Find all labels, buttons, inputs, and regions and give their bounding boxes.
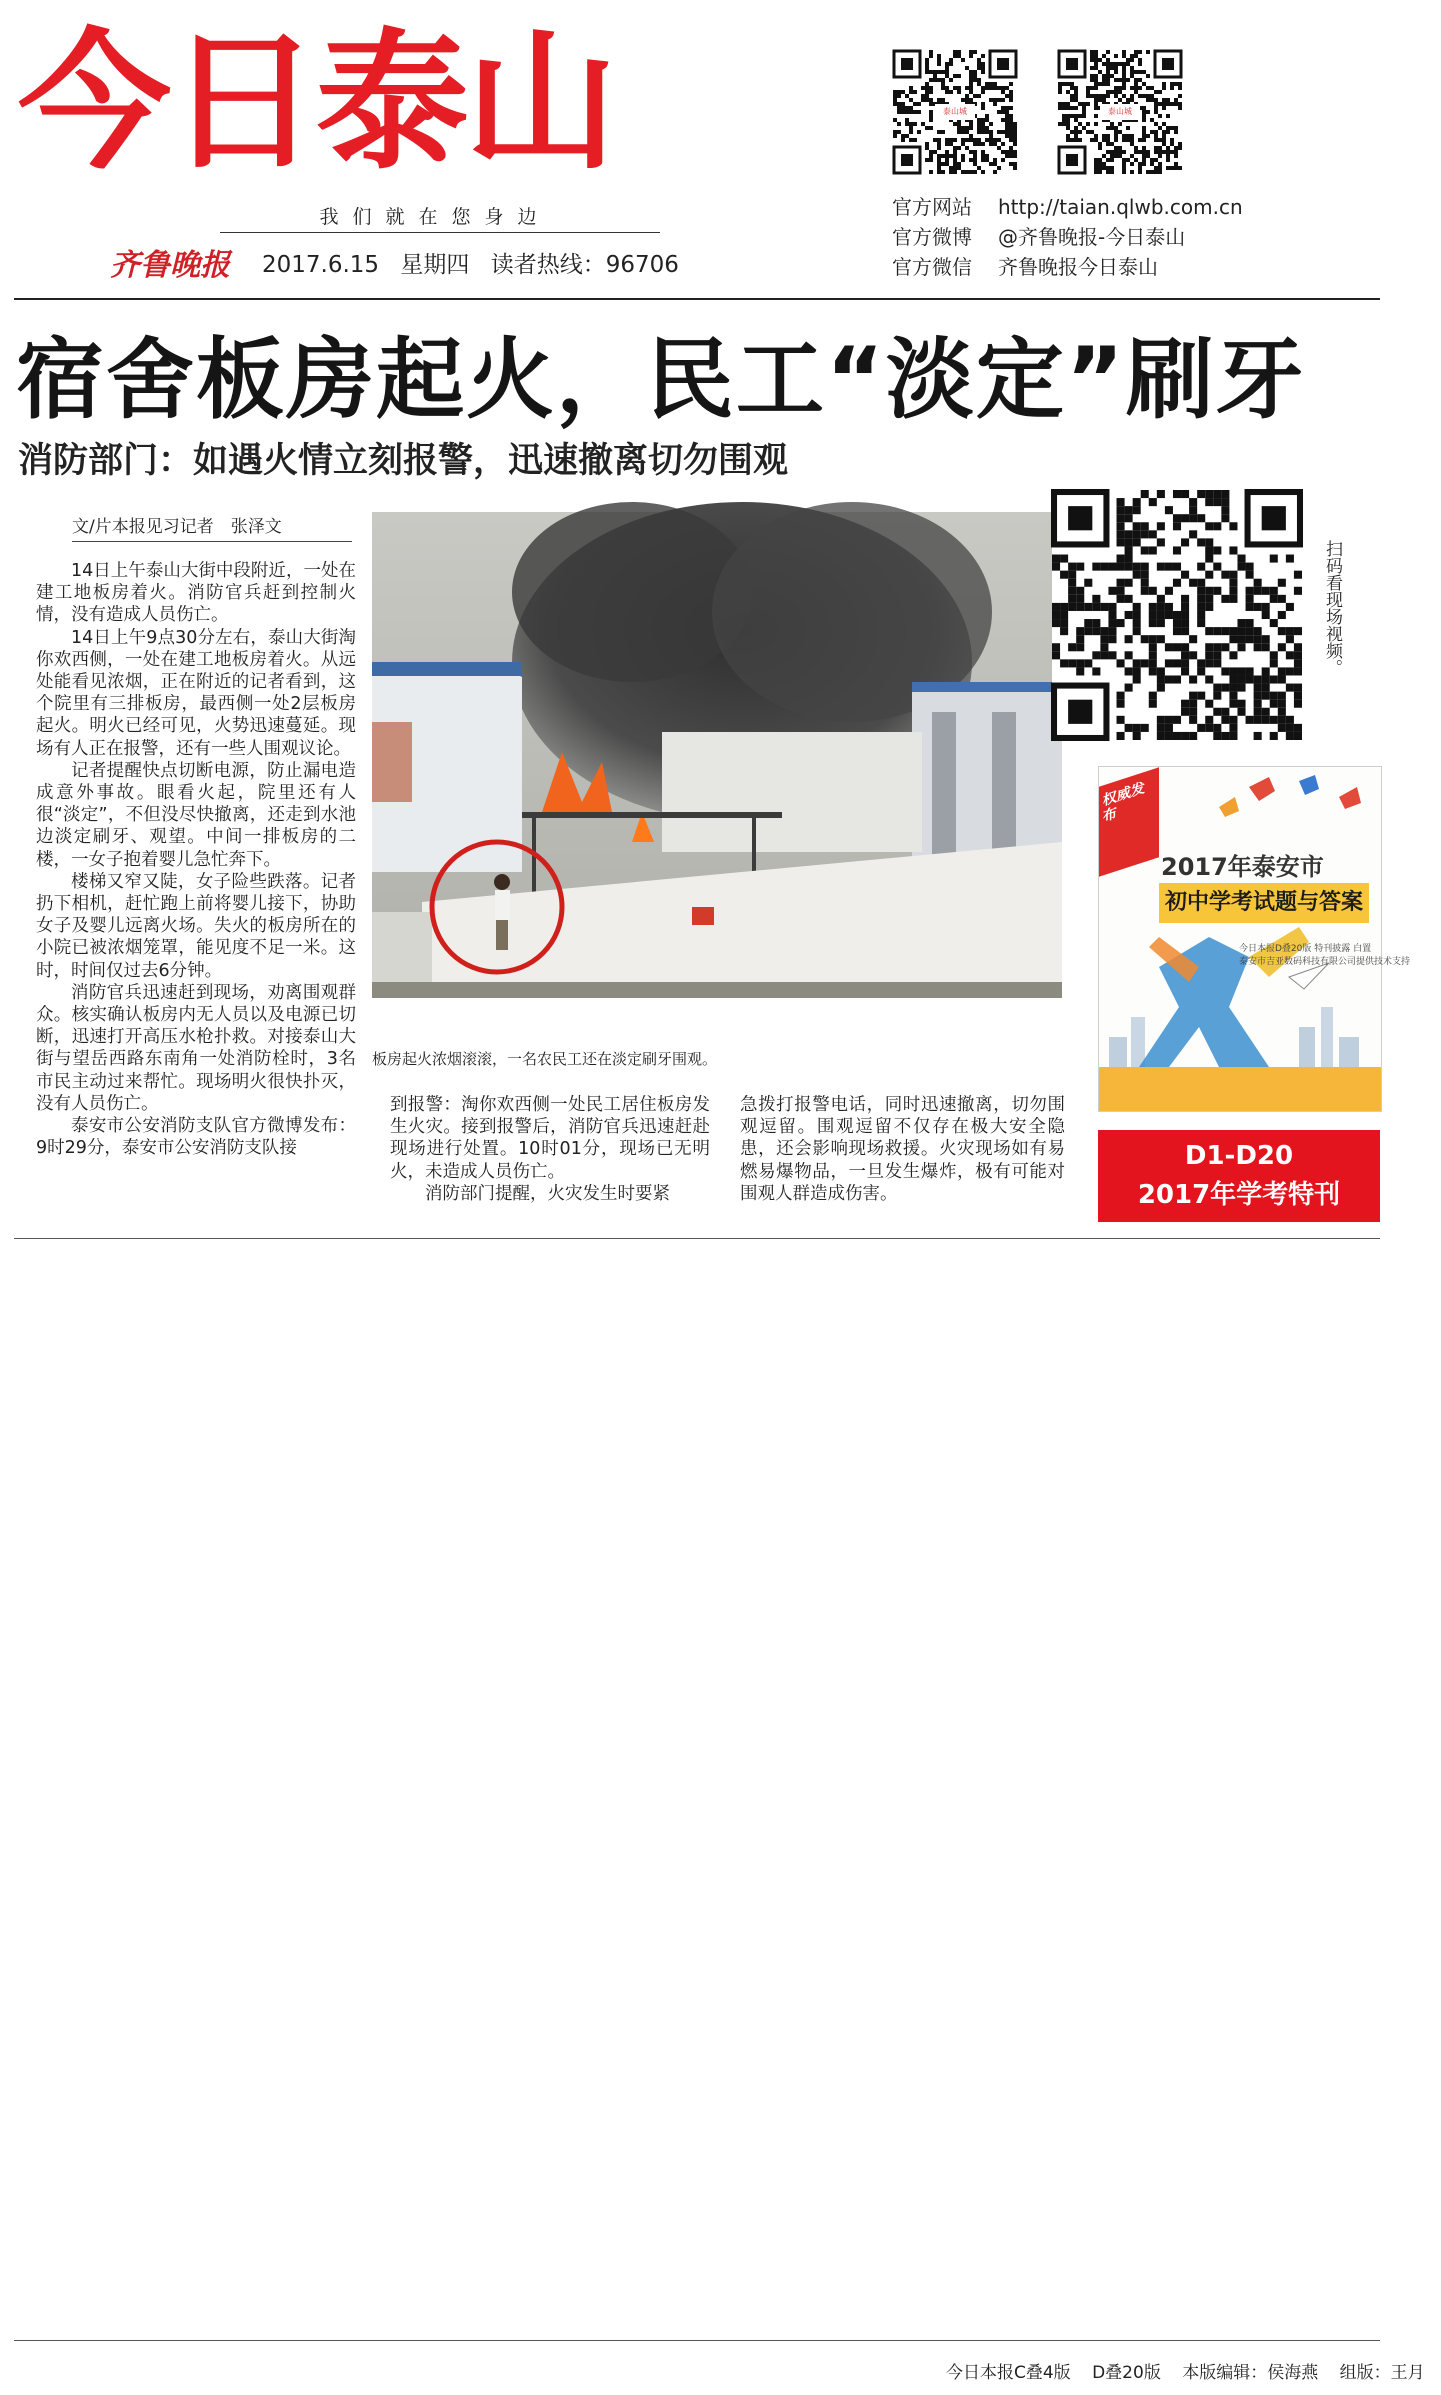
reader-hotline: 读者热线：96706 <box>490 252 679 278</box>
news-photo[interactable] <box>372 512 1062 998</box>
article-headline: 宿舍板房起火，民工“淡定”刷牙 <box>16 328 1306 431</box>
ad-ribbon: 权威发布 <box>1099 767 1159 876</box>
qr-code-weibo[interactable] <box>893 50 1017 174</box>
ad-subtitle: 初中学考试题与答案 <box>1159 883 1369 923</box>
slogan-divider <box>220 232 660 233</box>
ad-fineprint: 今日本报D叠20版 特刊披露 白置 泰安市吉亚数码科技有限公司提供技术支持 <box>1239 944 1411 967</box>
scan-instruction: 扫码看现场视频。 <box>1322 540 1342 676</box>
footer-pages: 今日本报C叠4版 <box>946 2363 1071 2383</box>
qr-center-label: 泰山城 <box>1100 104 1140 120</box>
issue-weekday: 星期四 <box>400 252 470 278</box>
footer-layout: 组版：王月 <box>1339 2363 1425 2383</box>
contact-website[interactable]: 官方网站 http://taian.qlwb.com.cn <box>892 195 1243 219</box>
article-column-2 <box>390 1094 710 1205</box>
paragraph: 到报警：淘你欢西侧一处民工居住板房发生火灾。接到报警后，消防官兵迅速赶赴现场进行处置。10时01分，现场已无明火，未造成人员伤亡。 <box>390 1095 710 1182</box>
fire-scene-image <box>372 512 1062 998</box>
banner-title: 2017年学考特刊 <box>1137 1180 1341 1210</box>
qr-code-wechat[interactable] <box>1058 50 1182 174</box>
ad-title: 2017年泰安市 <box>1161 853 1324 881</box>
paragraph: 楼梯又窄又陡，女子险些跌落。记者扔下相机，赶忙跑上前将婴儿接下，协助女子及婴儿远离火场。失火的板房所在的小院已被浓烟笼罩，能见度不足一米。这时，时间仅过去6分钟。 <box>36 871 356 981</box>
exam-answers-ad[interactable] <box>1098 766 1411 1112</box>
paragraph: 记者提醒快点切断电源，防止漏电造成意外事故。眼看火起，院里还有人很“淡定”，不但没尽快撤离，还走到水池边淡定刷牙、观望。中间一排板房的二楼，一女子抱着婴儿急忙奔下。 <box>36 760 356 870</box>
article-byline: 文/片本报见习记者 张泽文 <box>72 512 352 542</box>
article-column-3 <box>740 1094 1065 1205</box>
page-footer <box>946 2358 1441 2383</box>
contact-weibo[interactable]: 官方微博 @齐鲁晚报-今日泰山 <box>892 225 1186 249</box>
article-column-1 <box>36 560 356 1159</box>
footer-d-pages: D叠20版 <box>1092 2363 1161 2383</box>
masthead-slogan: 我们就在您身边 <box>319 206 551 228</box>
qr-center-label: 泰山城 <box>935 104 975 120</box>
issue-info <box>262 246 693 279</box>
content-bottom-divider <box>14 1238 1380 1239</box>
paragraph: 消防官兵迅速赶到现场，劝离围观群众。核实确认板房内无人员以及电源已切断，迅速打开高压水枪扑救。对接泰山大街与望岳西路东南角一处消防栓时，3名市民主动过来帮忙。现场明火很快扑灭，没有人员伤亡。 <box>36 982 356 1114</box>
banner-pages: D1-D20 <box>1184 1141 1294 1171</box>
qr-code-video[interactable] <box>1052 490 1302 740</box>
paragraph: 14日上午9点30分左右，泰山大街淘你欢西侧，一处在建工地板房着火。从远处能看见浓烟，正在附近的记者看到，这个院里有三排板房，最西侧一处2层板房起火。明火已经可见，火势迅速蔓延。现场有人正在报警，还有一些人围观议论。 <box>36 627 356 759</box>
masthead-divider <box>14 298 1380 300</box>
paragraph: 消防部门提醒，火灾发生时要紧 <box>425 1183 670 1204</box>
paragraph: 14日上午泰山大街中段附近，一处在建工地板房着火。消防官兵赶到控制火情，没有造成人员伤亡。 <box>36 561 356 626</box>
contact-wechat[interactable]: 官方微信 齐鲁晚报今日泰山 <box>892 255 1158 279</box>
masthead-title: 今日泰山 <box>18 16 614 190</box>
footer-editor: 本版编辑：侯海燕 <box>1182 2363 1319 2383</box>
issue-date: 2017.6.15 <box>262 252 380 278</box>
footer-divider <box>14 2340 1380 2341</box>
article-subhead: 消防部门：如遇火情立刻报警，迅速撤离切勿围观 <box>18 441 789 481</box>
exam-special-banner[interactable] <box>1098 1130 1380 1222</box>
paragraph: 泰安市公安消防支队官方微博发布：9时29分，泰安市公安消防支队接 <box>36 1116 356 1159</box>
qr-code-icon <box>1052 490 1302 740</box>
paragraph: 急拨打报警电话，同时迅速撤离，切勿围观逗留。围观逗留不仅存在极大安全隐患，还会影响现场救援。火灾现场如有易燃易爆物品，一旦发生爆炸，极有可能对围观人群造成伤害。 <box>740 1095 1065 1204</box>
contact-list <box>892 192 1243 282</box>
photo-caption: 板房起火浓烟滚滚，一名农民工还在淡定刷牙围观。 <box>372 1050 718 1068</box>
paper-logo: 齐鲁晚报 <box>110 248 230 283</box>
